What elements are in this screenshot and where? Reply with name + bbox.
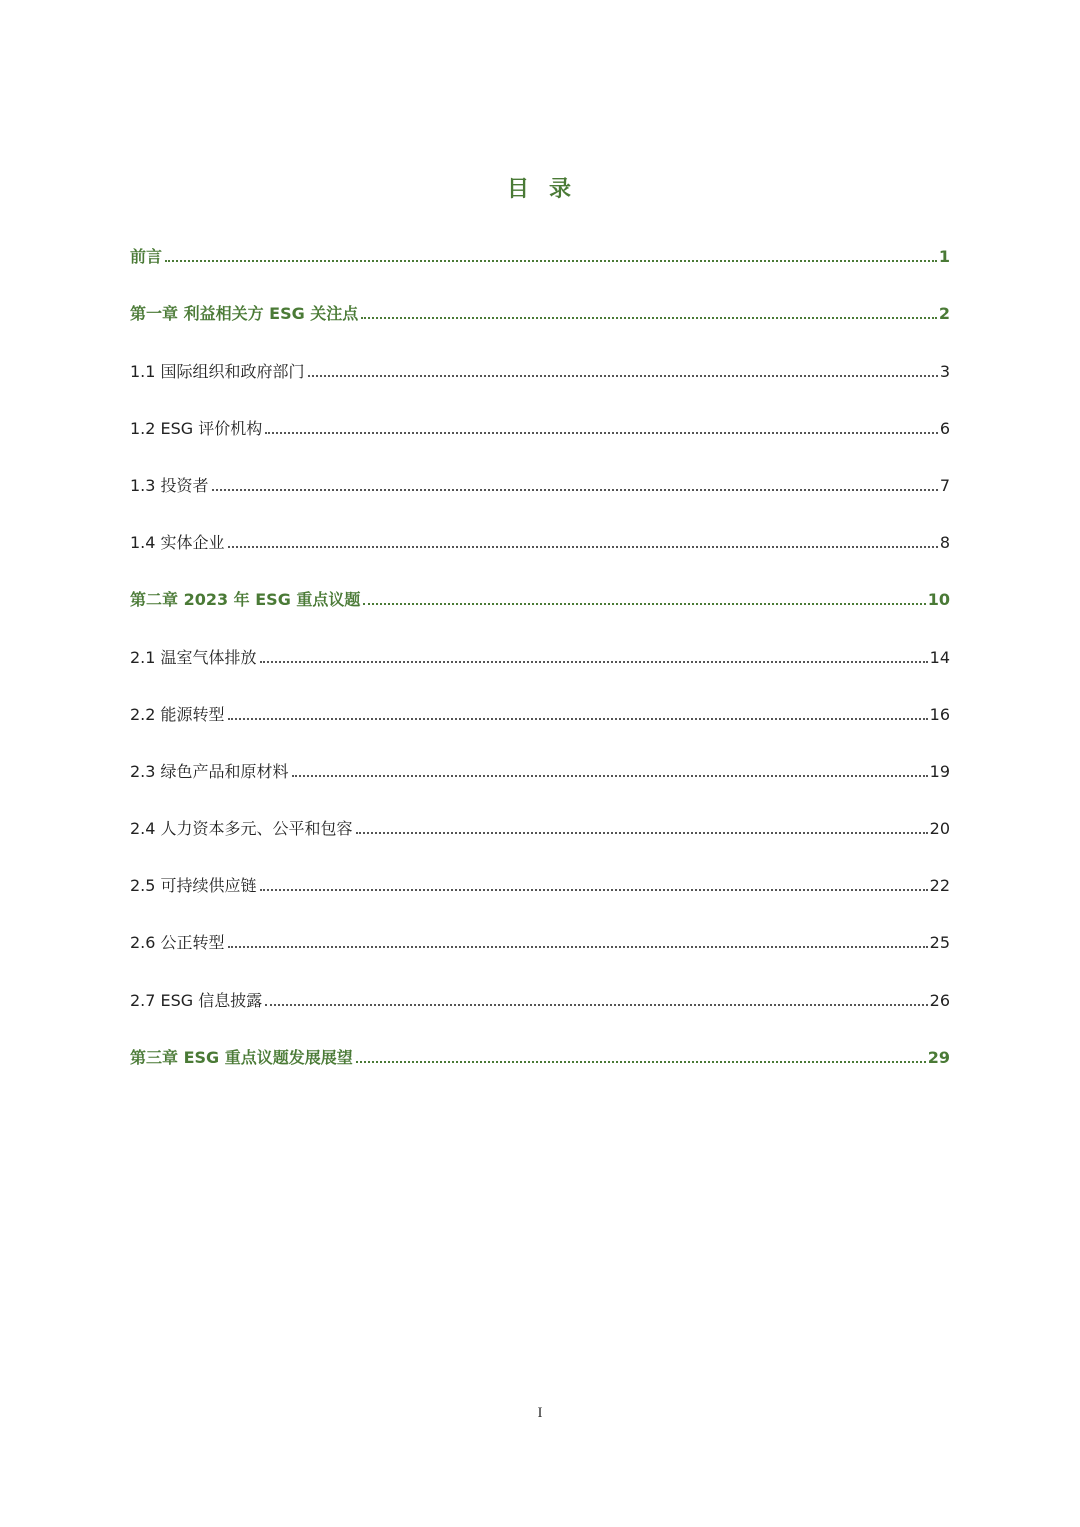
toc-entry-page-number: 2 [938, 304, 950, 324]
toc-section-entry[interactable] [130, 745, 950, 802]
toc-chapter-entry[interactable] [130, 230, 950, 287]
toc-entry-page-number: 19 [929, 761, 950, 781]
toc-entry-label: 2.1 温室气体排放 [130, 647, 257, 667]
dot-leader [212, 489, 938, 491]
dot-leader [265, 432, 938, 434]
toc-title [0, 172, 1080, 208]
toc-title-char-2: 录 [549, 177, 574, 202]
toc-entry-page-number: 10 [927, 590, 950, 610]
toc-entry-page-number: 22 [929, 876, 950, 896]
dot-leader [260, 661, 928, 663]
toc-entry-label: 2.4 人力资本多元、公平和包容 [130, 819, 353, 839]
dot-leader [265, 1004, 927, 1006]
dot-leader [260, 889, 928, 891]
dot-leader [308, 375, 938, 377]
toc-entry-label: 1.4 实体企业 [130, 533, 225, 553]
dot-leader [356, 1061, 926, 1063]
toc-section-entry[interactable] [130, 459, 950, 516]
toc-entry-label: 2.6 公正转型 [130, 933, 225, 953]
toc-section-entry[interactable] [130, 859, 950, 916]
toc-section-entry[interactable] [130, 802, 950, 859]
table-of-contents [130, 230, 950, 1088]
toc-entry-page-number: 29 [927, 1047, 950, 1067]
toc-chapter-entry[interactable] [130, 573, 950, 630]
toc-entry-label: 2.3 绿色产品和原材料 [130, 761, 289, 781]
dot-leader [356, 832, 928, 834]
dot-leader [361, 317, 937, 319]
toc-entry-label: 第三章 ESG 重点议题发展展望 [130, 1047, 353, 1067]
toc-section-entry[interactable] [130, 516, 950, 573]
page-number-footer: I [537, 1405, 543, 1421]
toc-section-entry[interactable] [130, 402, 950, 459]
toc-section-entry[interactable] [130, 344, 950, 401]
toc-entry-label: 第二章 2023 年 ESG 重点议题 [130, 590, 361, 610]
toc-entry-page-number: 7 [939, 475, 950, 495]
toc-section-entry[interactable] [130, 916, 950, 973]
toc-entry-page-number: 3 [939, 361, 950, 381]
toc-entry-page-number: 20 [929, 819, 950, 839]
toc-entry-page-number: 1 [938, 247, 950, 267]
dot-leader [228, 946, 928, 948]
toc-entry-label: 1.1 国际组织和政府部门 [130, 361, 305, 381]
toc-title-char-1: 目 [506, 177, 531, 202]
dot-leader [292, 775, 928, 777]
toc-entry-page-number: 14 [929, 647, 950, 667]
dot-leader [228, 546, 938, 548]
toc-entry-label: 2.5 可持续供应链 [130, 876, 257, 896]
toc-entry-label: 1.2 ESG 评价机构 [130, 418, 263, 438]
toc-entry-label: 2.2 能源转型 [130, 704, 225, 724]
toc-entry-label: 前言 [130, 247, 163, 267]
toc-chapter-entry[interactable] [130, 287, 950, 344]
toc-section-entry[interactable] [130, 973, 950, 1030]
toc-entry-label: 1.3 投资者 [130, 475, 209, 495]
toc-entry-page-number: 6 [939, 418, 950, 438]
toc-entry-page-number: 26 [929, 990, 950, 1010]
dot-leader [228, 718, 928, 720]
toc-section-entry[interactable] [130, 688, 950, 745]
dot-leader [363, 603, 925, 605]
toc-section-entry[interactable] [130, 630, 950, 687]
toc-entry-label: 2.7 ESG 信息披露 [130, 990, 263, 1010]
dot-leader [165, 260, 937, 262]
toc-entry-page-number: 25 [929, 933, 950, 953]
toc-entry-page-number: 8 [939, 533, 950, 553]
toc-chapter-entry[interactable] [130, 1031, 950, 1088]
toc-entry-label: 第一章 利益相关方 ESG 关注点 [130, 304, 359, 324]
toc-entry-page-number: 16 [929, 704, 950, 724]
